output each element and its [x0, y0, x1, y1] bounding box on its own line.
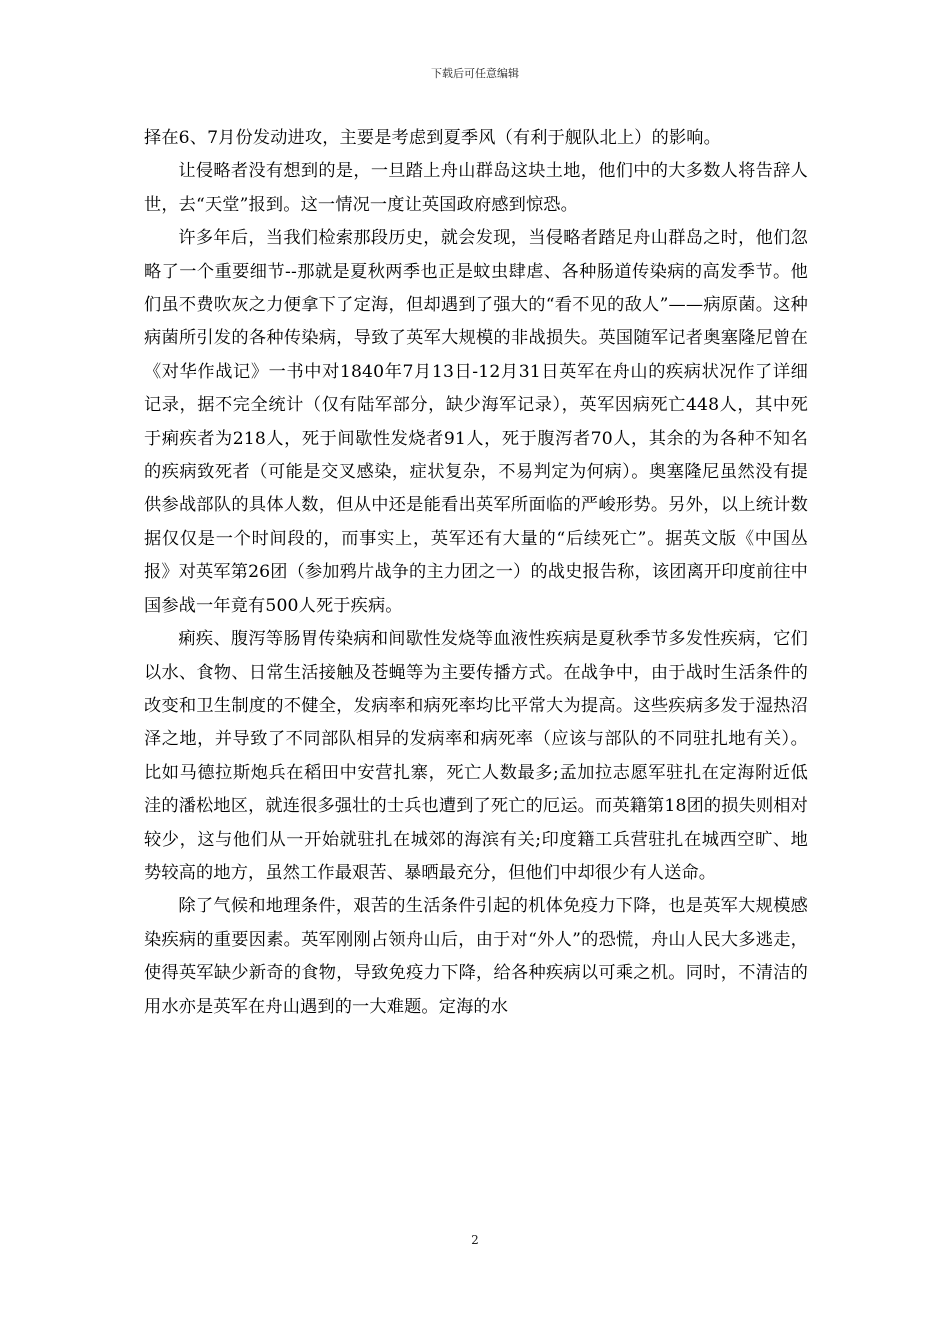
document-body: [144, 122, 808, 1024]
page-number: 2: [471, 1233, 479, 1247]
page-header: 下载后可任意编辑: [431, 67, 519, 80]
paragraph: 让侵略者没有想到的是，一旦踏上舟山群岛这块土地，他们中的大多数人将告辞人世，去“天堂”报到。这一情况一度让英国政府感到惊恐。: [144, 161, 808, 215]
paragraph-continuation: 择在6、7月份发动进攻，主要是考虑到夏季风（有利于舰队北上）的影响。: [144, 128, 721, 148]
paragraph: 除了气候和地理条件，艰苦的生活条件引起的机体免疫力下降，也是英军大规模感染疾病的重要因素。英军刚刚占领舟山后，由于对“外人”的恐慌，舟山人民大多逃走，使得英军缺少新奇的食物，导致免疫力下降，给各种疾病以可乘之机。同时，不清洁的用水亦是英军在舟山遇到的一大难题。定海的水: [144, 896, 808, 1017]
paragraph: 痢疾、腹泻等肠胃传染病和间歇性发烧等血液性疾病是夏秋季节多发性疾病，它们以水、食物、日常生活接触及苍蝇等为主要传播方式。在战争中，由于战时生活条件的改变和卫生制度的不健全，发病率和病死率均比平常大为提高。这些疾病多发于湿热沼泽之地，并导致了不同部队相异的发病率和病死率（应该与部队的不同驻扎地有关）。比如马德拉斯炮兵在稻田中安营扎寨，死亡人数最多;孟加拉志愿军驻扎在定海附近低洼的潘松地区，就连很多强壮的士兵也遭到了死亡的厄运。而英籍第18团的损失则相对较少，这与他们从一开始就驻扎在城郊的海滨有关;印度籍工兵营驻扎在城西空旷、地势较高的地方，虽然工作最艰苦、暴晒最充分，但他们中却很少有人送命。: [144, 629, 808, 883]
paragraph: 许多年后，当我们检索那段历史，就会发现，当侵略者踏足舟山群岛之时，他们忽略了一个重要细节--那就是夏秋两季也正是蚊虫肆虐、各种肠道传染病的高发季节。他们虽不费吹灰之力便拿下了定海，但却遇到了强大的“看不见的敌人”——病原菌。这种病菌所引发的各种传染病，导致了英军大规模的非战损失。英国随军记者奥塞隆尼曾在《对华作战记》一书中对1840年7月13日-12月31日英军在舟山的疾病状况作了详细记录，据不完全统计（仅有陆军部分，缺少海军记录），英军因病死亡448人，其中死于痢疾者为218人，死于间歇性发烧者91人，死于腹泻者70人，其余的为各种不知名的疾病致死者（可能是交叉感染，症状复杂，不易判定为何病）。奥塞隆尼虽然没有提供参战部队的具体人数，但从中还是能看出英军所面临的严峻形势。另外，以上统计数据仅仅是一个时间段的，而事实上，英军还有大量的“后续死亡”。据英文版《中国丛报》对英军第26团（参加鸦片战争的主力团之一）的战史报告称，该团离开印度前往中国参战一年竟有500人死于疾病。: [144, 228, 808, 616]
